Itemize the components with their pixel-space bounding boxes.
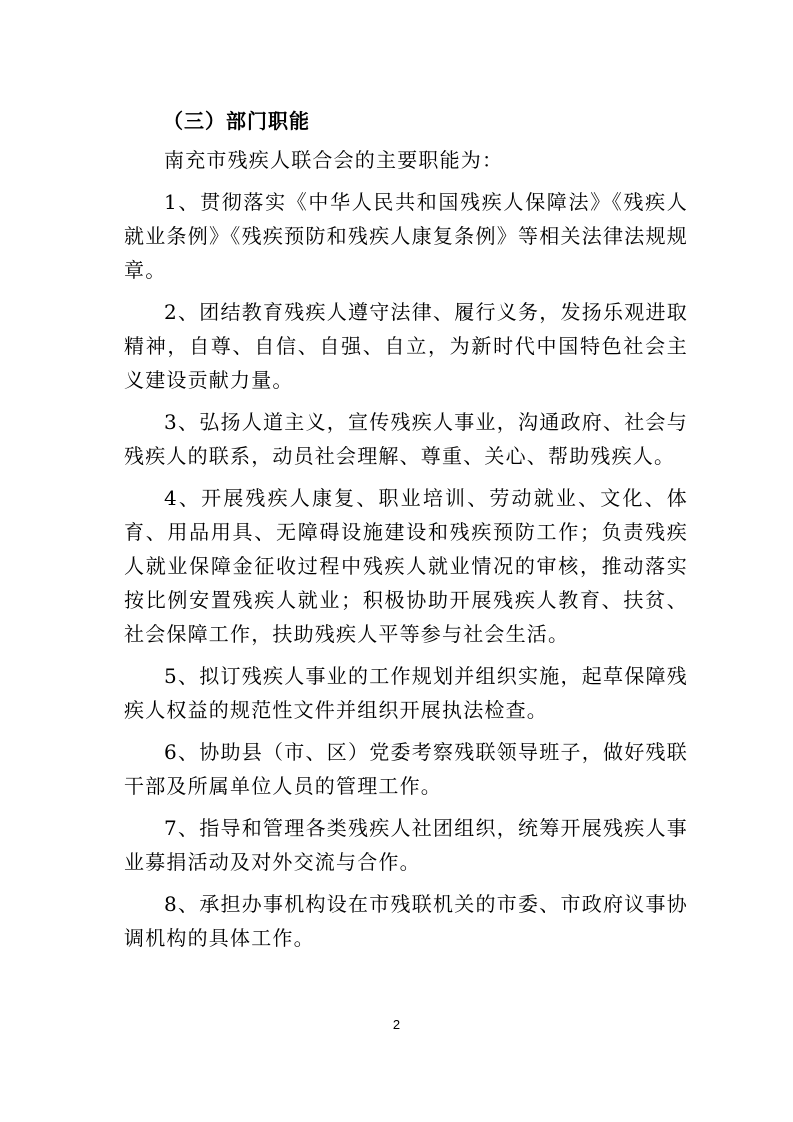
- paragraph-item-1: 1、贯彻落实《中华人民共和国残疾人保障法》《残疾人就业条例》《残疾预防和残疾人康复条例》等相关法律法规规章。: [124, 190, 688, 282]
- paragraph-item-2: 2、团结教育残疾人遵守法律、履行义务，发扬乐观进取精神，自尊、自信、自强、自立，为新时代中国特色社会主义建设贡献力量。: [124, 300, 688, 392]
- paragraph-item-7: 7、指导和管理各类残疾人社团组织，统筹开展残疾人事业募捐活动及对外交流与合作。: [124, 816, 688, 874]
- section-heading: （三）部门职能: [163, 109, 310, 133]
- body-text: [124, 143, 688, 963]
- paragraph-item-4: 4、开展残疾人康复、职业培训、劳动就业、文化、体育、用品用具、无障碍设施建设和残疾预防工作；负责残疾人就业保障金征收过程中残疾人就业情况的审核，推动落实按比例安置残疾人就业；积极协助开展残疾人教育、扶贫、社会保障工作，扶助残疾人平等参与社会生活。: [124, 486, 688, 646]
- paragraph-item-5: 5、拟订残疾人事业的工作规划并组织实施，起草保障残疾人权益的规范性文件并组织开展执法检查。: [124, 664, 688, 722]
- paragraph-intro: 南充市残疾人联合会的主要职能为：: [164, 148, 504, 172]
- paragraph-item-3: 3、弘扬人道主义，宣传残疾人事业，沟通政府、社会与残疾人的联系，动员社会理解、尊重、关心、帮助残疾人。: [124, 410, 688, 468]
- page-number: 2: [392, 1017, 401, 1032]
- paragraph-item-6: 6、协助县（市、区）党委考察残联领导班子，做好残联干部及所属单位人员的管理工作。: [124, 740, 688, 798]
- paragraph-item-8: 8、承担办事机构设在市残联机关的市委、市政府议事协调机构的具体工作。: [124, 892, 688, 950]
